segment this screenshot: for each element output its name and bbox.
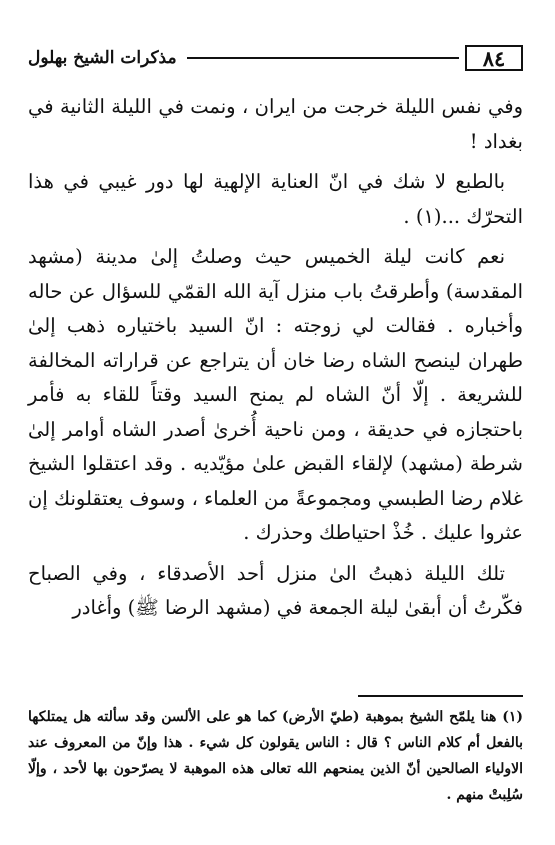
footnote: (١) هنا يلمّح الشيخ بموهبة (طيّ الأرض) كما هو على الألسن وقد سألته هل يمتلكها بالفعل أم كلام الناس ؟ قال : الناس يقولون كل شيء . هذا وإنّ من المعروف عند الاولياء الصالحين أنّ الذين يمنحهم الله تعالى هذه الموهبة لا يصرّحون بها لأحد ، وإلّا سُلِبتْ منهم . — [28, 709, 523, 803]
paragraph: وفي نفس الليلة خرجت من ايران ، ونمت في الليلة الثانية في بغداد ! — [28, 95, 523, 153]
body-text — [28, 90, 523, 626]
paragraph: تلك الليلة ذهبتُ الىٰ منزل أحد الأصدقاء ، وفي الصباح فكّرتُ أن أبقىٰ ليلة الجمعة في (مشهد الرضا ﷺ) وأغادر — [28, 561, 523, 619]
running-title: مذكرات الشيخ بهلول — [28, 48, 177, 68]
paragraph: بالطبع لا شك في انّ العناية الإلهية لها دور غيبي في هذا التحرّك ...(١) . — [28, 170, 523, 228]
page-header — [28, 38, 523, 78]
paragraph: نعم كانت ليلة الخميس حيث وصلتُ إلىٰ مدينة (مشهد المقدسة) وأطرقتُ باب منزل آية الله القمّي للسؤال عن حاله وأخباره . فقالت لي زوجته : انّ السيد باختياره ذهب إلىٰ طهران لينصح الشاه رضا خان أن يتراجع عن قراراته المخالفة للشريعة . إلّا أنّ الشاه لم يمنح السيد وقتاً للقاء به فأمر باحتجازه في حديقة ، ومن ناحية أُخرىٰ أصدر الشاه أوامر إلىٰ شرطة (مشهد) لإلقاء القبض علىٰ مؤيّديه . وقد اعتقلوا الشيخ غلام رضا الطبسي ومجموعةً من العلماء ، وسوف يعتقلونك إن عثروا عليك . خُذْ احتياطك وحذرك . — [28, 245, 523, 544]
footnotes — [28, 704, 523, 808]
header-rule — [187, 57, 459, 59]
page-number: ٨٤ — [465, 45, 523, 71]
footnote-separator — [358, 695, 523, 697]
